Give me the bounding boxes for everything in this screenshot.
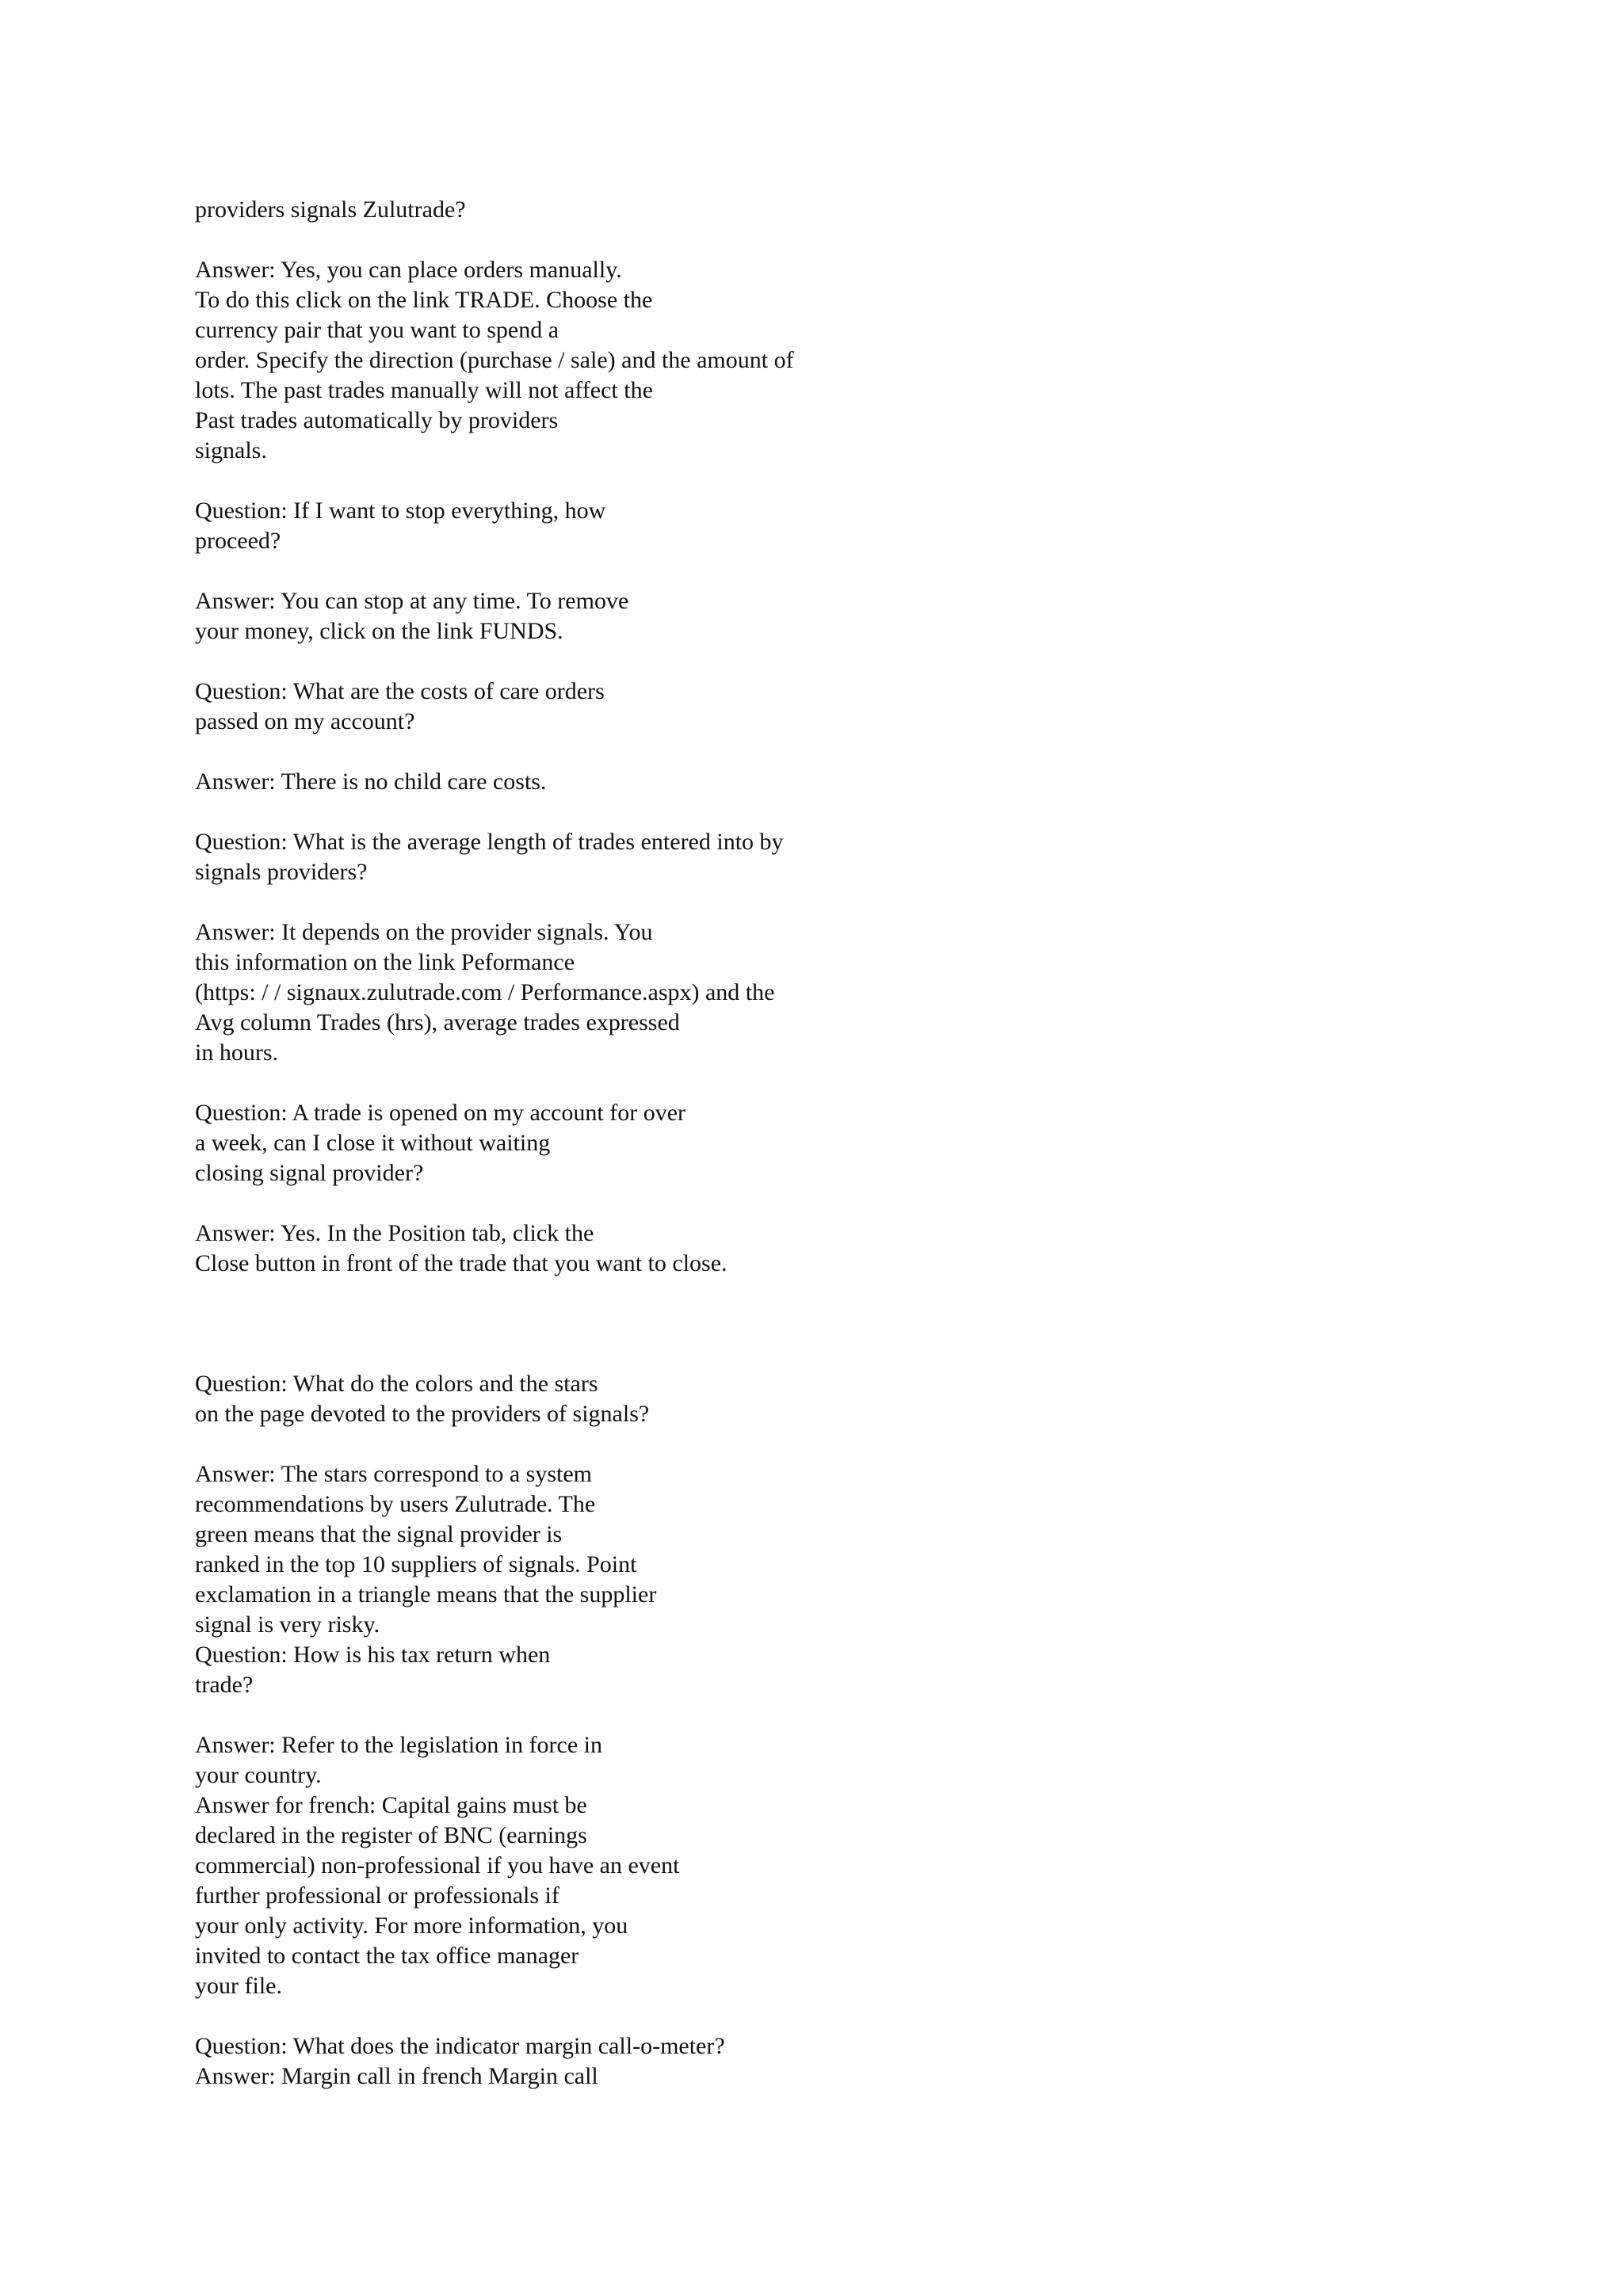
text-line: signals providers? bbox=[195, 859, 368, 885]
paragraph-gap bbox=[195, 737, 1384, 767]
paragraph-gap bbox=[195, 1279, 1384, 1369]
text-line: Question: A trade is opened on my account for over bbox=[195, 1100, 686, 1126]
paragraph-gap bbox=[195, 1700, 1384, 1730]
text-line: Past trades automatically by providers bbox=[195, 407, 559, 433]
text-line: commercial) non-professional if you have an event bbox=[195, 1852, 680, 1878]
paragraph bbox=[195, 917, 1384, 1068]
text-line: (https: / / signaux.zulutrade.com / Performance.aspx) and the bbox=[195, 979, 775, 1005]
paragraph-gap bbox=[195, 887, 1384, 917]
text-line: Answer: The stars correspond to a system bbox=[195, 1461, 593, 1487]
paragraph bbox=[195, 1219, 1384, 1279]
paragraph-gap bbox=[195, 1188, 1384, 1219]
text-line: order. Specify the direction (purchase / sale) and the amount of bbox=[195, 347, 794, 373]
paragraph-gap bbox=[195, 797, 1384, 827]
paragraph-gap bbox=[195, 646, 1384, 677]
paragraph bbox=[195, 677, 1384, 737]
paragraph bbox=[195, 2031, 1384, 2092]
paragraph-gap bbox=[195, 1429, 1384, 1459]
text-line: your country. bbox=[195, 1762, 322, 1788]
paragraph bbox=[195, 767, 1384, 797]
text-line: Answer: There is no child care costs. bbox=[195, 769, 547, 795]
text-line: green means that the signal provider is bbox=[195, 1521, 563, 1547]
text-line: signal is very risky. bbox=[195, 1611, 380, 1638]
text-line: in hours. bbox=[195, 1039, 278, 1066]
text-line: Question: How is his tax return when bbox=[195, 1642, 551, 1668]
text-line: Answer: Margin call in french Margin call bbox=[195, 2063, 598, 2089]
text-line: currency pair that you want to spend a bbox=[195, 317, 559, 343]
paragraph bbox=[195, 586, 1384, 646]
paragraph bbox=[195, 255, 1384, 466]
paragraph bbox=[195, 195, 1384, 225]
text-line: lots. The past trades manually will not affect the bbox=[195, 377, 653, 403]
text-line: declared in the register of BNC (earnings bbox=[195, 1822, 587, 1848]
text-line: ranked in the top 10 suppliers of signals. Point bbox=[195, 1551, 637, 1577]
text-line: Answer: Refer to the legislation in force in bbox=[195, 1732, 603, 1758]
paragraph bbox=[195, 1098, 1384, 1188]
text-line: Answer: Yes. In the Position tab, click the bbox=[195, 1220, 594, 1246]
text-line: To do this click on the link TRADE. Choose the bbox=[195, 287, 653, 313]
text-line: Answer: It depends on the provider signals. You bbox=[195, 919, 653, 945]
paragraph bbox=[195, 827, 1384, 887]
paragraph bbox=[195, 1459, 1384, 1700]
paragraph-gap bbox=[195, 225, 1384, 255]
paragraph bbox=[195, 1730, 1384, 2001]
text-line: exclamation in a triangle means that the supplier bbox=[195, 1581, 657, 1608]
document-body bbox=[195, 195, 1384, 2092]
text-line: invited to contact the tax office manager bbox=[195, 1943, 579, 1969]
text-line: your file. bbox=[195, 1973, 282, 1999]
text-line: a week, can I close it without waiting bbox=[195, 1130, 551, 1156]
text-line: your money, click on the link FUNDS. bbox=[195, 618, 563, 644]
text-line: passed on my account? bbox=[195, 708, 415, 734]
text-line: further professional or professionals if bbox=[195, 1882, 559, 1909]
text-line: signals. bbox=[195, 437, 267, 463]
text-line: Question: What is the average length of trades entered into by bbox=[195, 829, 784, 855]
text-line: Close button in front of the trade that you want to close. bbox=[195, 1250, 727, 1276]
text-line: Question: What does the indicator margin call-o-meter? bbox=[195, 2033, 725, 2059]
paragraph bbox=[195, 496, 1384, 556]
text-line: providers signals Zulutrade? bbox=[195, 196, 466, 223]
text-line: your only activity. For more information, you bbox=[195, 1913, 628, 1939]
text-line: proceed? bbox=[195, 528, 281, 554]
paragraph-gap bbox=[195, 1068, 1384, 1098]
text-line: trade? bbox=[195, 1672, 254, 1698]
text-line: Answer: Yes, you can place orders manually. bbox=[195, 257, 622, 283]
text-line: Avg column Trades (hrs), average trades expressed bbox=[195, 1009, 680, 1035]
text-line: Question: What are the costs of care orders bbox=[195, 678, 605, 704]
paragraph-gap bbox=[195, 556, 1384, 586]
text-line: on the page devoted to the providers of signals? bbox=[195, 1401, 650, 1427]
paragraph bbox=[195, 1369, 1384, 1429]
paragraph-gap bbox=[195, 2001, 1384, 2031]
text-line: this information on the link Peformance bbox=[195, 949, 575, 975]
paragraph-gap bbox=[195, 466, 1384, 496]
text-line: Question: What do the colors and the stars bbox=[195, 1371, 598, 1397]
text-line: Answer for french: Capital gains must be bbox=[195, 1792, 587, 1818]
text-line: Question: If I want to stop everything, how bbox=[195, 498, 606, 524]
text-line: Answer: You can stop at any time. To remove bbox=[195, 588, 629, 614]
text-line: closing signal provider? bbox=[195, 1160, 424, 1186]
text-line: recommendations by users Zulutrade. The bbox=[195, 1491, 596, 1517]
